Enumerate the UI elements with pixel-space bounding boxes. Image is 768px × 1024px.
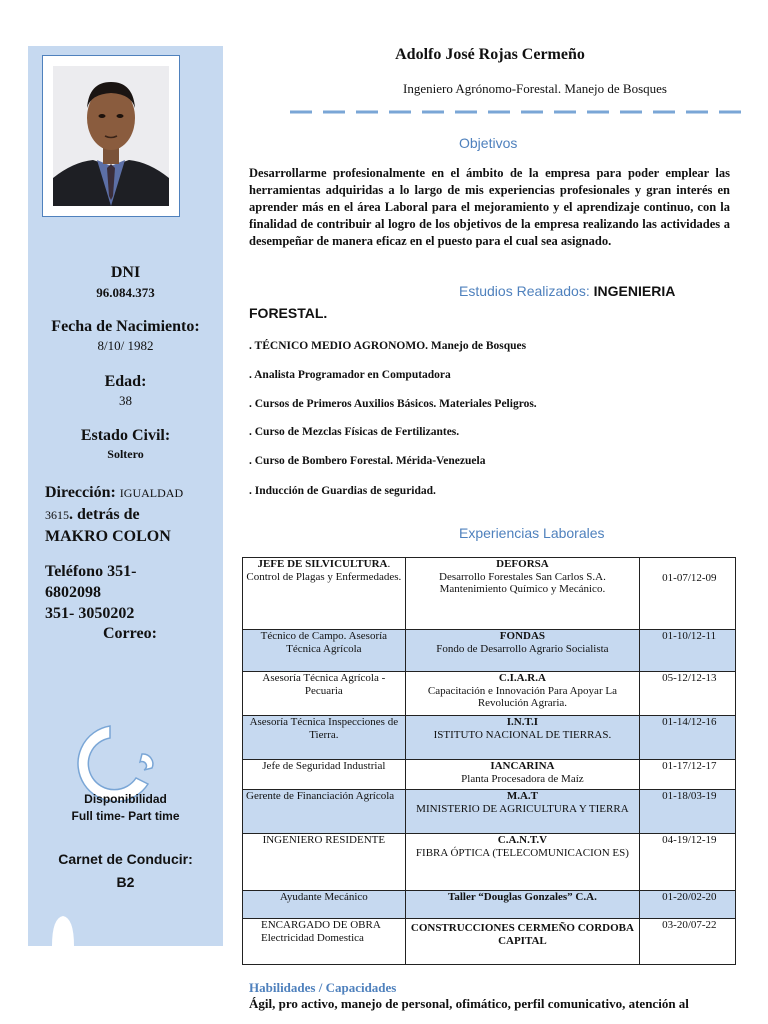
role-cell: INGENIERO RESIDENTE <box>243 834 406 891</box>
study-item-6: . Inducción de Guardias de seguridad. <box>249 485 436 497</box>
company-cell <box>405 630 640 672</box>
company-cell <box>405 716 640 760</box>
company-cell <box>405 790 640 834</box>
table-row <box>243 834 736 891</box>
company-name: C.I.A.R.A <box>498 672 546 684</box>
company-name: DEFORSA <box>496 558 549 570</box>
dni-label: DNI <box>110 264 141 281</box>
studies-main-degree-2: FORESTAL. <box>249 305 328 321</box>
company-name: M.A.T <box>506 790 538 802</box>
address-reference: MAKRO COLON <box>45 528 171 545</box>
role-cell: Jefe de Seguridad Industrial <box>243 760 406 790</box>
availability-label: Disponibilidad <box>84 792 167 806</box>
table-row <box>243 558 736 630</box>
study-item-2: . Analista Programador en Computadora <box>249 369 451 381</box>
company-name: FONDAS <box>499 630 546 642</box>
role-title: JEFE DE SILVICULTURA <box>257 558 388 570</box>
date-cell: 01-10/12-11 <box>640 630 736 672</box>
company-name: I.N.T.I <box>506 716 539 728</box>
address-detail: . detrás de <box>69 506 140 523</box>
company-desc: Desarrollo Forestales San Carlos S.A. Mantenimiento Químico y Mecánico. <box>439 570 606 595</box>
profile-photo <box>53 66 169 206</box>
role-desc: . Control de Plagas y Enfermedades. <box>246 558 402 583</box>
study-item-5: . Curso de Bombero Forestal. Mérida-Venezuela <box>249 455 486 467</box>
table-row <box>243 790 736 834</box>
phone-line-1: Teléfono 351- <box>45 563 137 580</box>
company-desc: Fondo de Desarrollo Agrario Socialista <box>436 642 609 655</box>
role-cell: Técnico de Campo. Asesoría Técnica Agrícola <box>243 630 406 672</box>
date-cell: 04-19/12-19 <box>640 834 736 891</box>
role-cell: Asesoría Técnica Inspecciones de Tierra. <box>243 716 406 760</box>
study-item-3: . Cursos de Primeros Auxilios Básicos. Materiales Peligros. <box>249 398 537 410</box>
date-cell: 03-20/07-22 <box>640 919 736 965</box>
dni-value: 96.084.373 <box>96 285 155 300</box>
availability-value: Full time- Part time <box>71 809 180 823</box>
birth-date-label: Fecha de Nacimiento: <box>51 318 200 335</box>
address-street: IGUALDAD <box>119 486 184 500</box>
studies-heading-label: Estudios Realizados: <box>459 283 590 299</box>
objectives-text: Desarrollarme profesionalmente en el ámbito de la empresa para poder emplear las herramientas adquiridas a lo largo de mis experiencias profesionales y gran interés en aprender más en el área Laboral para el mejoramiento y el aprendizaje continuo, con la finalidad de contribuir al logro de los objetivos de la empresa realizando las actividades a desempeñar de manera eficaz en el puesto para el cual sea asignado. <box>249 166 730 248</box>
candidate-name: Adolfo José Rojas Cermeño <box>395 46 585 63</box>
table-row <box>243 630 736 672</box>
civil-status-label: Estado Civil: <box>80 427 171 444</box>
company-cell <box>405 672 640 716</box>
person-portrait-icon <box>53 66 169 206</box>
address-block <box>45 482 223 547</box>
studies-heading <box>459 283 675 299</box>
company-cell <box>405 834 640 891</box>
studies-main-degree-1: INGENIERIA <box>593 283 676 299</box>
role-cell: Gerente de Financiación Agrícola <box>243 790 406 834</box>
address-label: Dirección: <box>45 484 116 501</box>
date-cell: 01-20/02-20 <box>640 891 736 919</box>
study-item-1: . TÉCNICO MEDIO AGRONOMO. Manejo de Bosques <box>249 340 527 352</box>
company-cell: Taller “Douglas Gonzales” C.A. <box>405 891 640 919</box>
objectives-heading: Objetivos <box>459 135 518 151</box>
company-desc: MINISTERIO DE AGRICULTURA Y TIERRA <box>416 802 629 815</box>
age-value: 38 <box>119 393 132 408</box>
company-desc: Capacitación e Innovación Para Apoyar La Revolución Agraria. <box>427 684 617 709</box>
candidate-subtitle: Ingeniero Agrónomo-Forestal. Manejo de Bosques <box>403 81 667 96</box>
study-item-4: . Curso de Mezclas Físicas de Fertilizantes. <box>249 426 460 438</box>
skills-text: Ágil, pro activo, manejo de personal, ofimático, perfil comunicativo, atención al <box>249 996 689 1011</box>
date-cell: 05-12/12-13 <box>640 672 736 716</box>
role-cell: Ayudante Mecánico <box>243 891 406 919</box>
civil-status-value: Soltero <box>107 447 144 461</box>
age-label: Edad: <box>104 373 147 390</box>
email-label: Correo: <box>103 625 157 642</box>
skills-heading: Habilidades / Capacidades <box>249 980 397 995</box>
date-cell: 01-14/12-16 <box>640 716 736 760</box>
role-cell <box>243 558 406 630</box>
company-desc: ISTITUTO NACIONAL DE TIERRAS. <box>433 728 612 741</box>
table-row <box>243 716 736 760</box>
experience-table <box>242 557 736 965</box>
date-cell: 01-17/12-17 <box>640 760 736 790</box>
date-cell: 01-18/03-19 <box>640 790 736 834</box>
header-divider <box>290 110 750 114</box>
company-name: C.A.N.T.V <box>497 834 548 846</box>
company-desc: Planta Procesadora de Maíz <box>461 772 584 785</box>
company-cell <box>405 760 640 790</box>
date-cell: 01-07/12-09 <box>640 558 736 630</box>
company-name: IANCARINA <box>490 760 555 772</box>
role-cell: Asesoría Técnica Agrícola - Pecuaria <box>243 672 406 716</box>
table-row <box>243 672 736 716</box>
table-row <box>243 760 736 790</box>
table-row <box>243 919 736 965</box>
phone-block <box>45 561 223 624</box>
decorative-drop-icon <box>50 914 76 946</box>
experience-heading: Experiencias Laborales <box>459 525 605 541</box>
role-cell: ENCARGADO DE OBRA Electricidad Domestica <box>243 919 406 965</box>
phone-line-2: 6802098 <box>45 584 101 601</box>
company-cell <box>405 558 640 630</box>
address-number: 3615 <box>45 508 69 522</box>
company-desc: FIBRA ÓPTICA (TELECOMUNICACION ES) <box>415 846 629 859</box>
profile-photo-frame <box>42 55 180 217</box>
license-value: B2 <box>116 874 135 890</box>
license-label: Carnet de Conducir: <box>58 851 193 867</box>
company-cell: CONSTRUCCIONES CERMEÑO CORDOBA CAPITAL <box>405 919 640 965</box>
table-row <box>243 891 736 919</box>
phone-line-3: 351- 3050202 <box>45 605 135 622</box>
birth-date-value: 8/10/ 1982 <box>97 338 154 353</box>
